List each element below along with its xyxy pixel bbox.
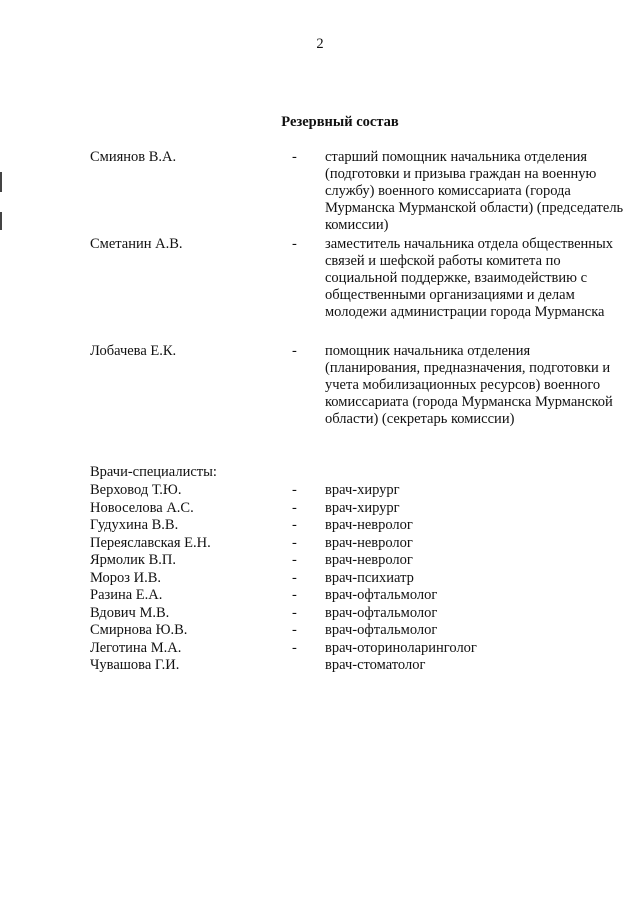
member-name: Сметанин А.В. (90, 236, 183, 252)
member-dash: - (292, 149, 297, 165)
specialist-row (0, 570, 640, 588)
specialist-dash: - (292, 622, 297, 638)
specialist-name: Верховод Т.Ю. (90, 482, 182, 498)
specialist-dash: - (292, 499, 297, 516)
specialists-heading: Врачи-специалисты: (90, 464, 217, 480)
specialist-name: Смирнова Ю.В. (90, 622, 188, 638)
page-number: 2 (316, 36, 324, 52)
specialist-name: Леготина М.А. (90, 639, 182, 656)
specialist-role: врач-психиатр (325, 569, 414, 586)
member-role: помощник начальника отделения (планирования, предназначения, подготовки и учета мобилизационных ресурсов) военного комиссариата (города Мурманска Мурманской области) (секретарь комиссии) (325, 343, 613, 427)
member-entry (0, 343, 640, 428)
specialist-name: Гудухина В.В. (90, 517, 179, 533)
member-name: Смиянов В.А. (90, 149, 177, 165)
specialist-name: Вдович М.В. (90, 604, 170, 621)
specialist-name: Разина Е.А. (90, 587, 163, 603)
specialist-dash: - (292, 552, 297, 568)
specialist-row (0, 622, 640, 640)
specialist-name: Переяславская Е.Н. (90, 534, 211, 551)
specialist-row (0, 587, 640, 605)
specialist-role: врач-оториноларинголог (325, 639, 477, 656)
specialist-dash: - (292, 569, 297, 586)
specialist-name: Ярмолик В.П. (90, 552, 176, 568)
section-title: Резервный состав (281, 114, 399, 130)
specialist-role: врач-офтальмолог (325, 587, 438, 603)
specialist-role: врач-невролог (325, 517, 413, 533)
specialist-role: врач-хирург (325, 499, 400, 516)
specialist-row (0, 535, 640, 553)
specialist-role: врач-офтальмолог (325, 622, 438, 638)
specialist-dash: - (292, 587, 297, 603)
specialist-row (0, 517, 640, 535)
member-dash: - (292, 236, 297, 252)
specialist-dash: - (292, 604, 297, 621)
specialist-role: врач-стоматолог (325, 657, 426, 673)
member-dash: - (292, 343, 297, 359)
specialist-row (0, 552, 640, 570)
specialist-dash: - (292, 534, 297, 551)
specialist-row (0, 500, 640, 518)
specialist-role: врач-хирург (325, 482, 400, 498)
reserve-members-list (0, 149, 640, 428)
specialist-dash: - (292, 482, 297, 498)
specialists-list (0, 482, 640, 675)
specialist-role: врач-офтальмолог (325, 604, 438, 621)
specialist-row (0, 482, 640, 500)
specialist-dash: - (292, 639, 297, 656)
specialist-name: Мороз И.В. (90, 569, 162, 586)
member-entry (0, 149, 640, 234)
specialist-row (0, 640, 640, 658)
member-name: Лобачева Е.К. (90, 343, 177, 359)
specialist-role: врач-невролог (325, 534, 413, 551)
member-role: заместитель начальника отдела общественных связей и шефской работы комитета по социальной поддержке, взаимодействию с общественными организациями и делам молодежи администрации города Мурманска (325, 236, 614, 320)
member-role: старший помощник начальника отделения (подготовки и призыва граждан на военную службу) военного комиссариата (города Мурманска Мурманской области) (председатель комиссии) (325, 149, 624, 233)
specialist-row (0, 605, 640, 623)
specialist-role: врач-невролог (325, 552, 413, 568)
specialist-dash: - (292, 517, 297, 533)
member-entry (0, 236, 640, 321)
specialist-name: Новоселова А.С. (90, 499, 194, 516)
specialist-name: Чувашова Г.И. (90, 657, 180, 673)
specialist-row (0, 657, 640, 675)
